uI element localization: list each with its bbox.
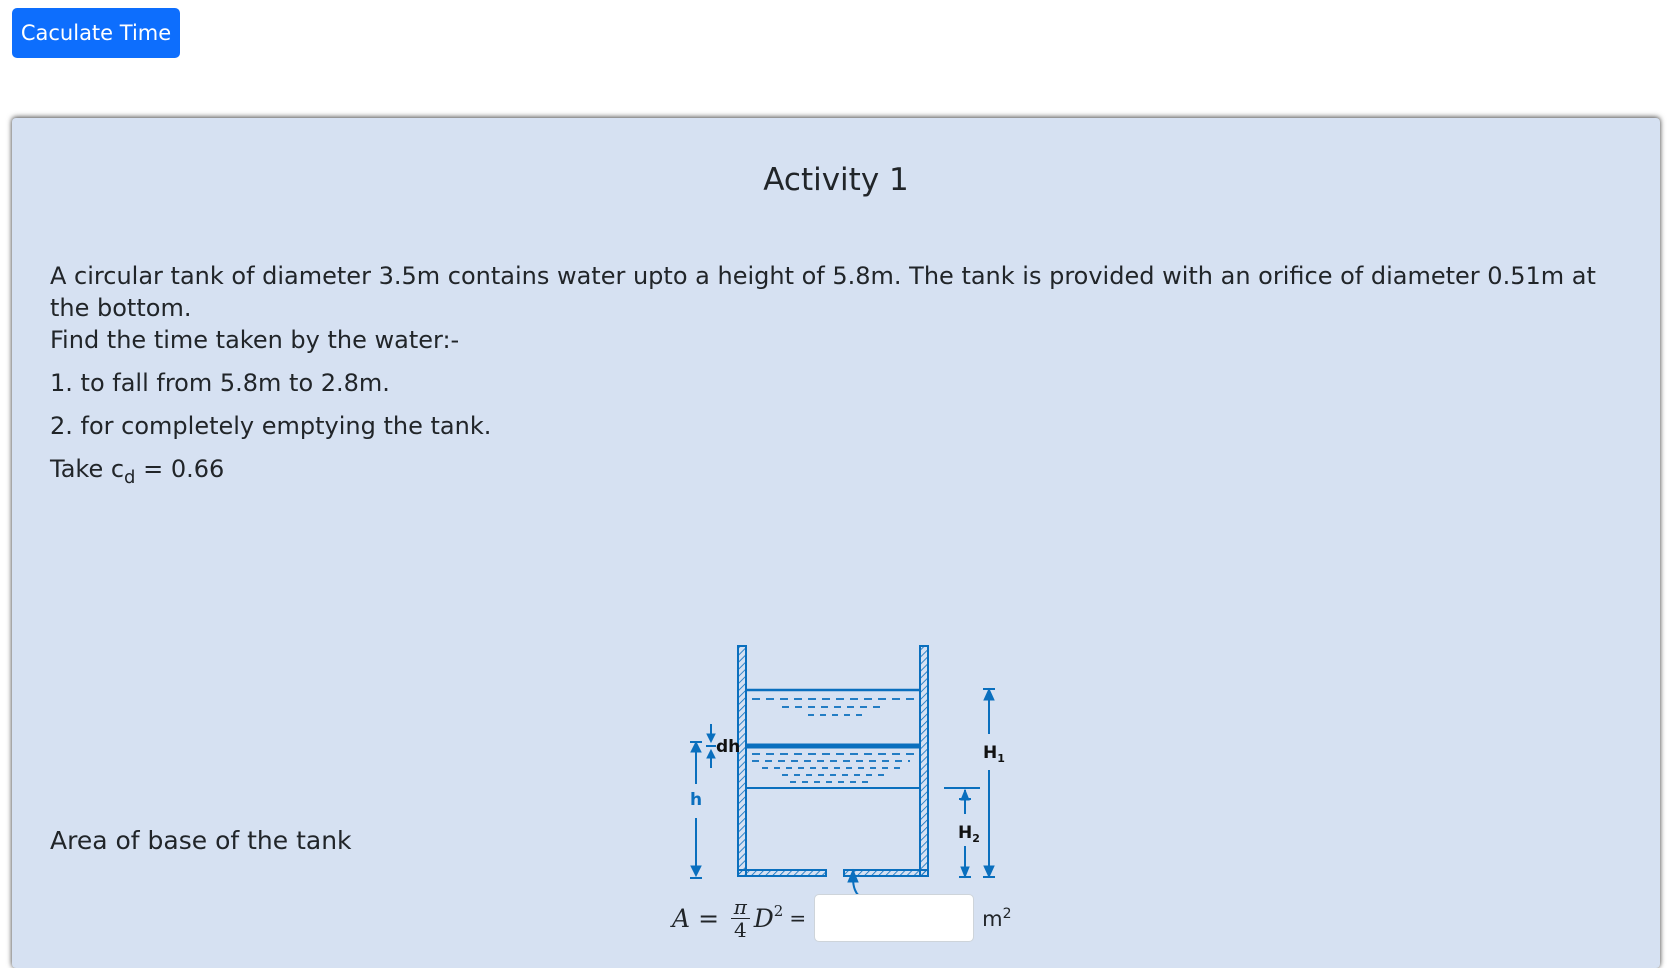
activity-title: Activity 1 bbox=[763, 162, 909, 198]
area-unit-base: m bbox=[982, 906, 1003, 931]
h-label: h bbox=[690, 790, 703, 810]
area-unit-exponent: 2 bbox=[1002, 905, 1012, 922]
pi-over-four-fraction bbox=[731, 896, 750, 941]
activity-panel bbox=[12, 118, 1660, 968]
question-text: Find the time taken by the water:- bbox=[50, 326, 460, 354]
h2-label-main: H bbox=[958, 823, 973, 843]
formula-lhs: A bbox=[672, 903, 691, 933]
h-dimension bbox=[690, 742, 702, 878]
water-levels bbox=[746, 690, 920, 788]
h1-label bbox=[983, 743, 1005, 765]
coeff-prefix: Take c bbox=[50, 455, 125, 483]
coeff-value: = 0.66 bbox=[143, 455, 225, 483]
h2-label-sub: 2 bbox=[972, 832, 980, 845]
h1-label-sub: 1 bbox=[997, 752, 1005, 765]
result-equals-sign: = bbox=[789, 906, 807, 930]
h2-label bbox=[958, 823, 980, 845]
calculate-time-button[interactable]: Caculate Time bbox=[12, 8, 180, 58]
fraction-denominator: 4 bbox=[731, 918, 750, 941]
problem-statement bbox=[50, 260, 1630, 494]
formula-equals-sign: = bbox=[698, 903, 720, 933]
coeff-subscript: d bbox=[124, 467, 136, 488]
area-answer-input[interactable] bbox=[814, 894, 974, 942]
diameter-variable: D bbox=[753, 903, 774, 933]
area-unit bbox=[982, 906, 1011, 931]
diameter-exponent: 2 bbox=[773, 901, 784, 920]
area-formula bbox=[672, 888, 1012, 948]
h1-label-main: H bbox=[983, 743, 998, 763]
discharge-coefficient bbox=[50, 453, 1630, 494]
question-item-1: 1. to fall from 5.8m to 2.8m. bbox=[50, 369, 390, 397]
dh-dimension bbox=[706, 724, 716, 768]
question-item-2: 2. for completely emptying the tank. bbox=[50, 412, 492, 440]
area-section-label: Area of base of the tank bbox=[50, 826, 352, 855]
h1-dimension bbox=[983, 689, 998, 877]
problem-text: A circular tank of diameter 3.5m contains water upto a height of 5.8m. The tank is provided with an orifice of diameter 0.51m at the bottom. bbox=[50, 262, 1596, 322]
area-formula-expression bbox=[672, 896, 783, 941]
fraction-numerator: π bbox=[733, 894, 747, 919]
dh-label: dh bbox=[716, 737, 741, 757]
tank-orifice-diagram bbox=[670, 518, 1010, 918]
